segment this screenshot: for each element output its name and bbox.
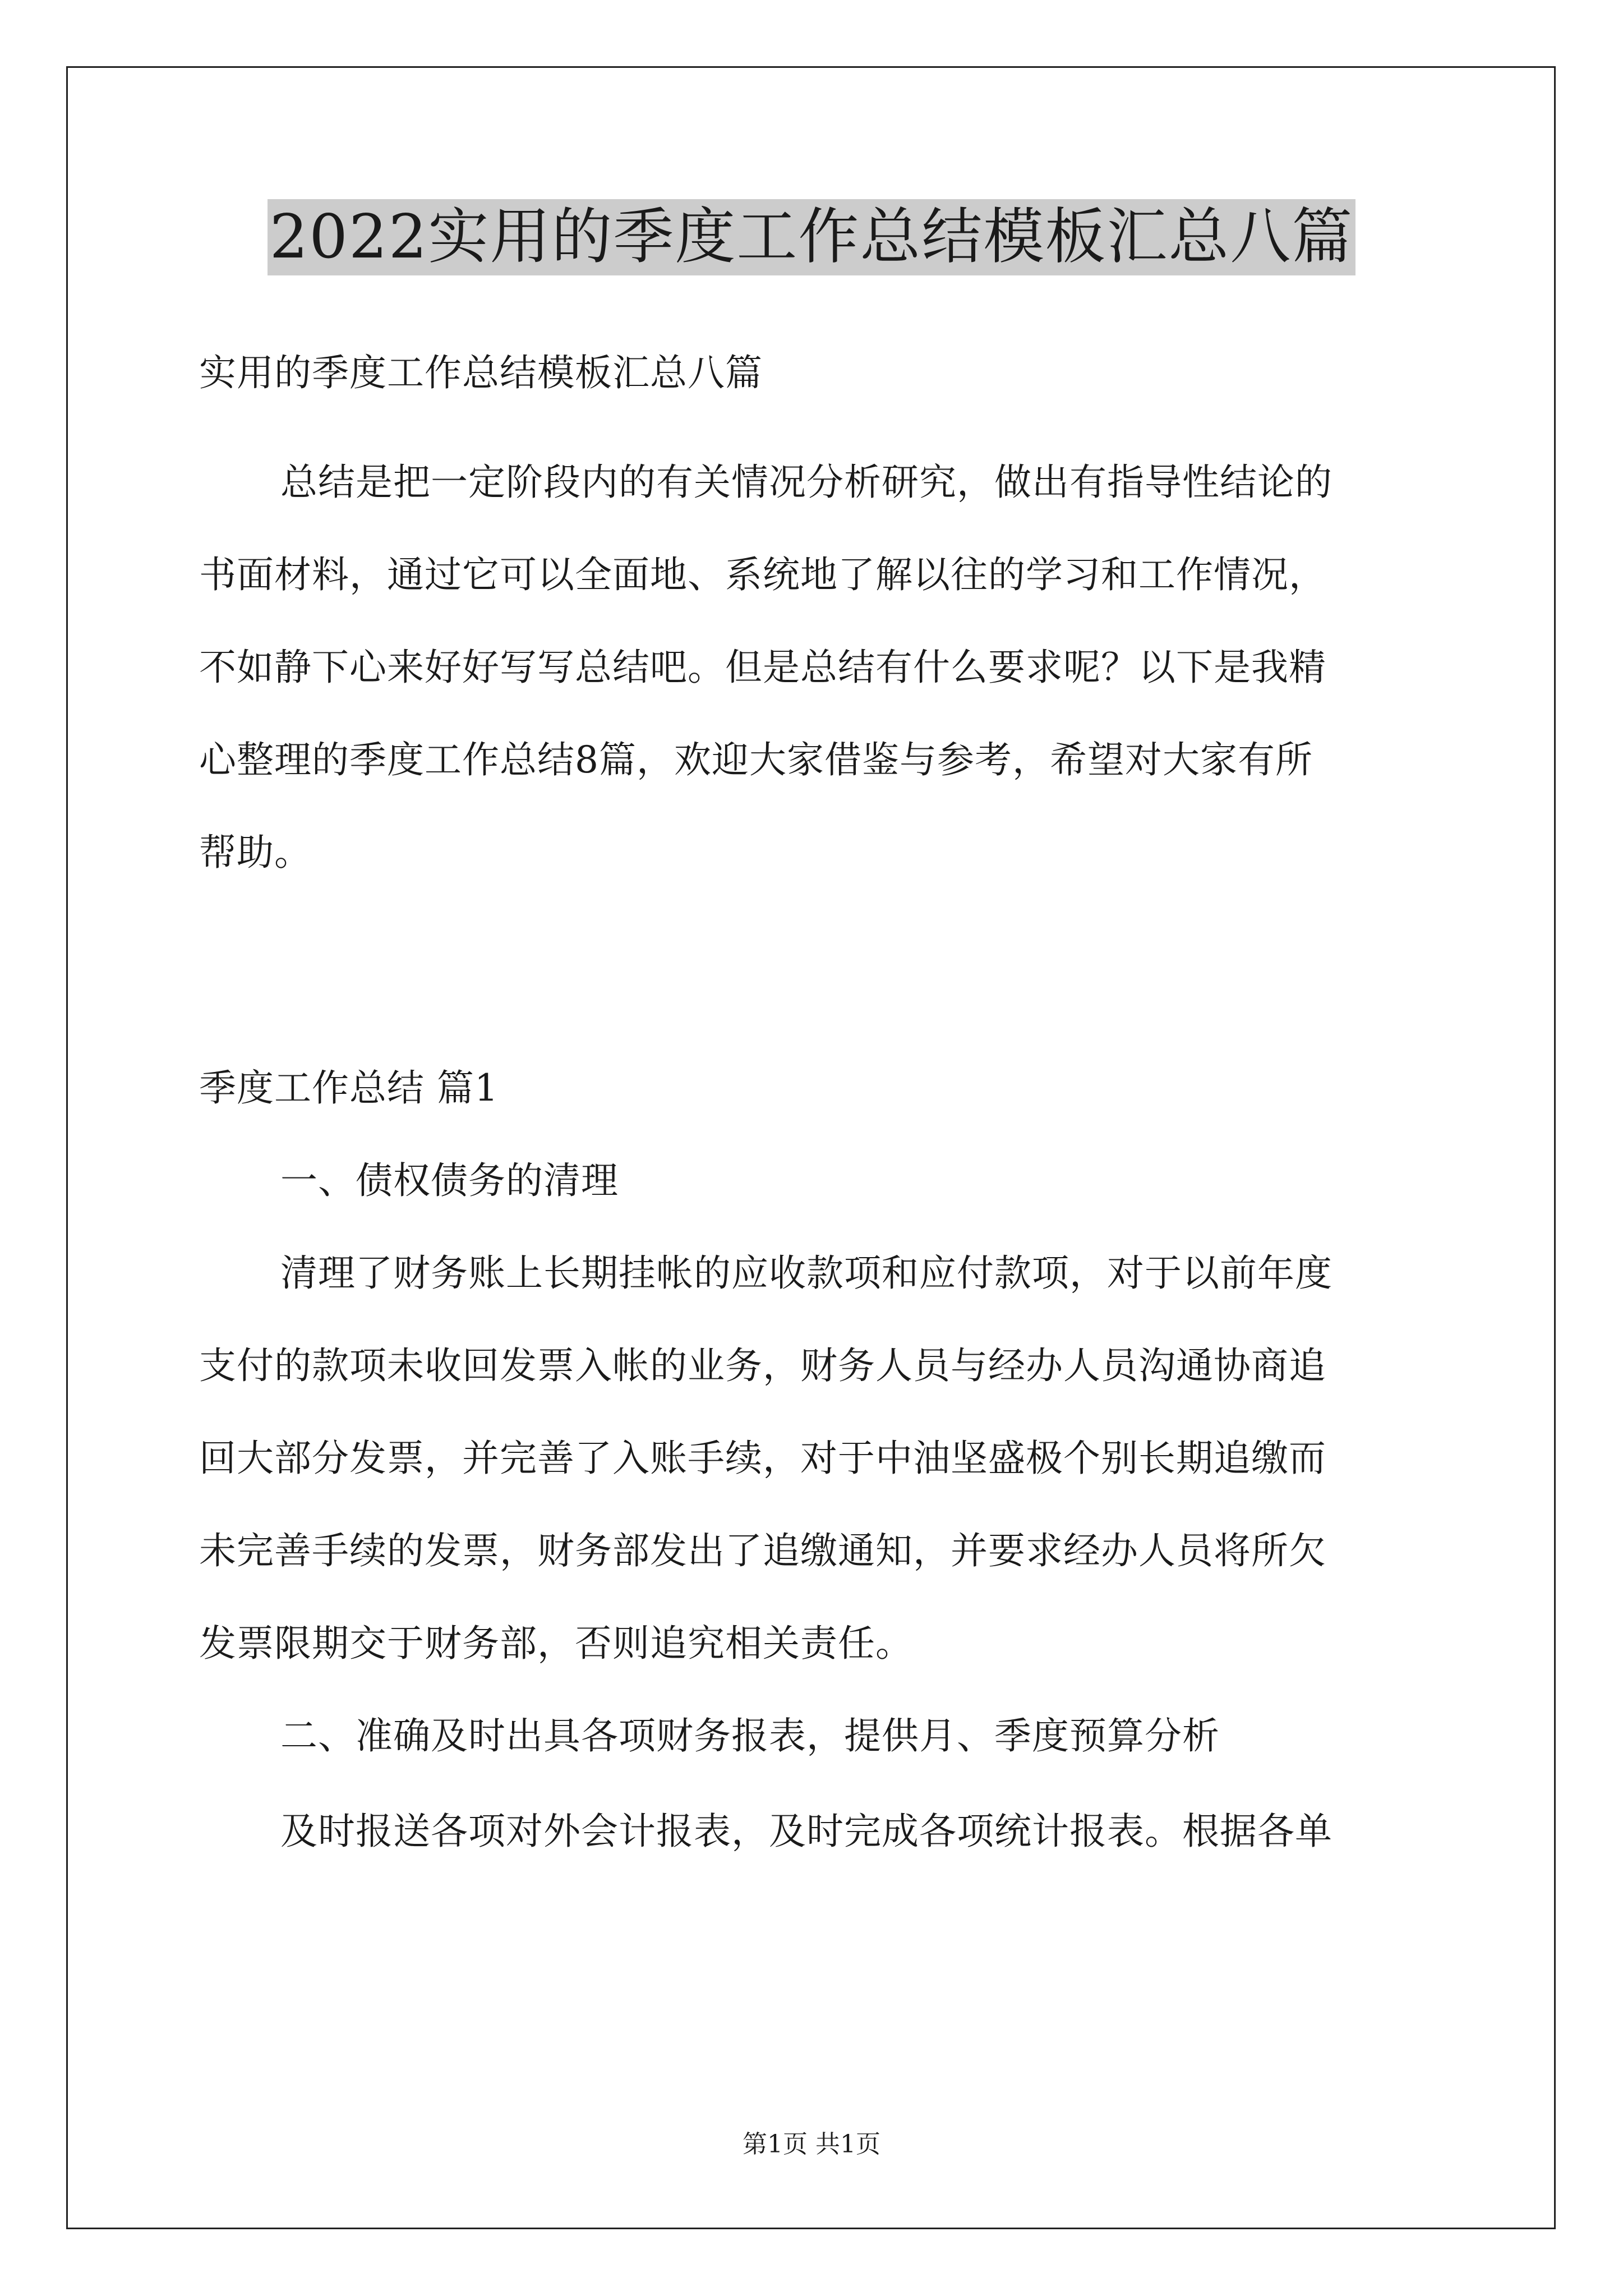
item1-line-5: 发票限期交于财务部，否则追究相关责任。 xyxy=(199,1622,913,1665)
item1-heading: 一、债权债务的清理 xyxy=(280,1159,619,1202)
intro-line-2: 书面材料，通过它可以全面地、系统地了解以往的学习和工作情况， xyxy=(199,553,1326,596)
item1-line-3: 回大部分发票，并完善了入账手续，对于中油坚盛极个别长期追缴而 xyxy=(199,1437,1326,1480)
intro-line-5: 帮助。 xyxy=(199,831,312,874)
item1-line-1: 清理了财务账上长期挂帐的应收款项和应付款项，对于以前年度 xyxy=(280,1251,1332,1295)
item2-heading: 二、准确及时出具各项财务报表，提供月、季度预算分析 xyxy=(280,1714,1220,1757)
item2-line-1: 及时报送各项对外会计报表，及时完成各项统计报表。根据各单 xyxy=(280,1810,1332,1853)
item1-line-2: 支付的款项未收回发票入帐的业务，财务人员与经办人员沟通协商追 xyxy=(199,1344,1326,1387)
intro-line-3: 不如静下心来好好写写总结吧。但是总结有什么要求呢？以下是我精 xyxy=(199,646,1326,689)
section-heading: 季度工作总结 篇1 xyxy=(199,1066,499,1110)
intro-line-1: 总结是把一定阶段内的有关情况分析研究，做出有指导性结论的 xyxy=(280,461,1332,504)
intro-line-4: 心整理的季度工作总结8篇，欢迎大家借鉴与参考，希望对大家有所 xyxy=(199,738,1313,781)
item1-line-4: 未完善手续的发票，财务部发出了追缴通知，并要求经办人员将所欠 xyxy=(199,1529,1326,1572)
document-subtitle: 实用的季度工作总结模板汇总八篇 xyxy=(199,351,763,394)
document-title: 2022实用的季度工作总结模板汇总八篇 xyxy=(268,199,1356,275)
page-footer: 第1页 共1页 xyxy=(743,2130,880,2159)
title-container xyxy=(0,199,1623,275)
